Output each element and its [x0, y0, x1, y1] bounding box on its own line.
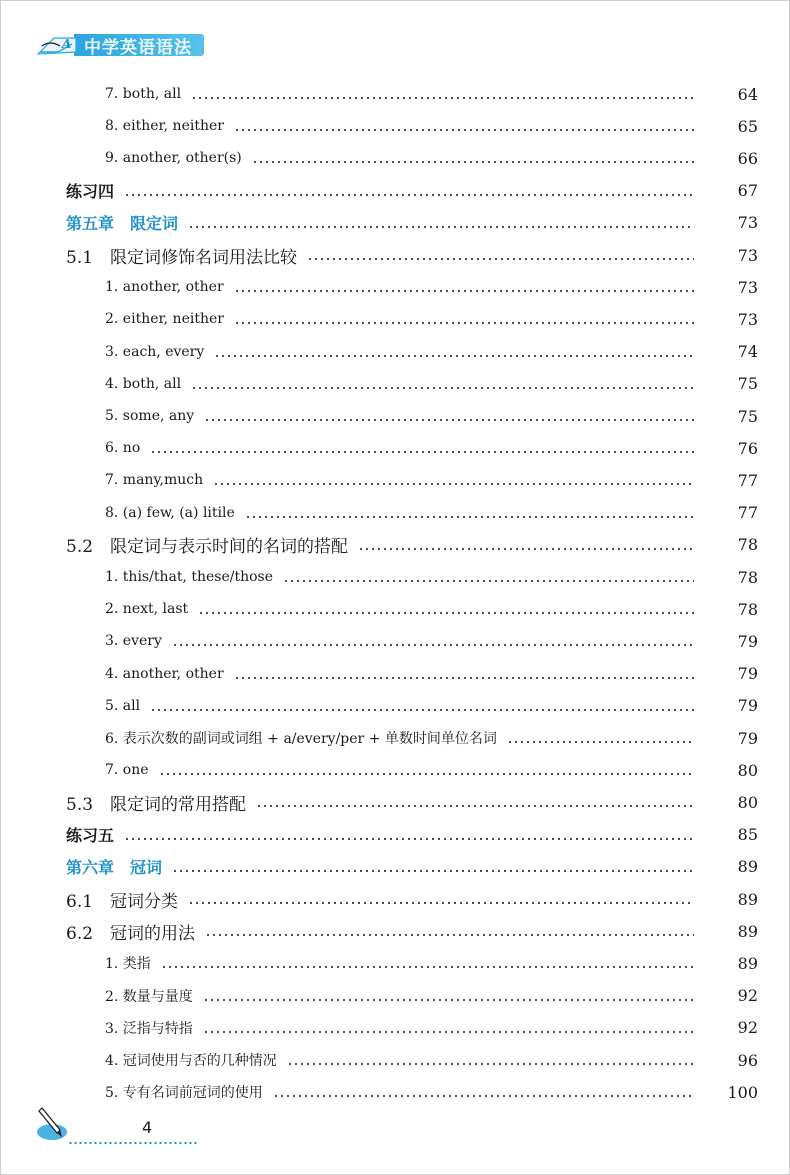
- toc-entry-label: 6. no: [105, 440, 141, 457]
- dot-leader: [358, 548, 694, 550]
- toc-entry-page: 77: [737, 503, 758, 523]
- toc-entry[interactable]: [0, 1012, 790, 1044]
- dot-leader: [150, 451, 694, 453]
- toc-entry[interactable]: [0, 658, 790, 690]
- dot-leader: [234, 677, 694, 679]
- toc-entry-page: 92: [737, 986, 758, 1006]
- toc-entry-label: 练习五: [66, 826, 115, 846]
- dot-leader: [507, 741, 694, 743]
- toc-entry-page: 73: [737, 245, 758, 265]
- toc-entry-label: 5.3 限定词的常用搭配: [66, 794, 247, 815]
- toc-entry[interactable]: [0, 207, 790, 239]
- toc-entry[interactable]: [0, 400, 790, 432]
- dot-leader: [203, 999, 694, 1001]
- pen-icon: [36, 1104, 66, 1140]
- toc-entry-page: 100: [727, 1082, 758, 1102]
- toc-entry[interactable]: [0, 722, 790, 754]
- toc-entry[interactable]: [0, 690, 790, 722]
- toc-entry-label: 第六章 冠词: [66, 858, 163, 878]
- toc-entry-page: 66: [737, 148, 758, 168]
- toc-entry-page: 89: [737, 921, 758, 941]
- toc-entry[interactable]: [0, 271, 790, 303]
- toc-entry[interactable]: [0, 142, 790, 174]
- toc-entry-label: 1. 类指: [105, 956, 151, 973]
- toc-entry-label: 6.1 冠词分类: [66, 891, 179, 912]
- toc-entry-label: 4. both, all: [105, 375, 182, 392]
- page-number: 4: [142, 1118, 153, 1137]
- toc-entry[interactable]: [0, 883, 790, 915]
- toc-entry[interactable]: [0, 1044, 790, 1076]
- toc-entry[interactable]: [0, 851, 790, 883]
- toc-entry-label: 7. many,much: [105, 472, 204, 489]
- toc-entry-label: 3. each, every: [105, 343, 205, 360]
- dot-leader: [188, 902, 694, 904]
- toc-entry-page: 89: [737, 857, 758, 877]
- toc-entry-page: 80: [737, 792, 758, 812]
- toc-entry-label: 第五章 限定词: [66, 214, 179, 234]
- toc-entry-label: 3. every: [105, 633, 162, 650]
- toc-entry-label: 5. all: [105, 697, 141, 714]
- dot-leader: [283, 580, 694, 582]
- toc-entry-label: 7. one: [105, 762, 149, 779]
- dot-leader: [191, 97, 694, 99]
- dot-leader: [198, 612, 694, 614]
- toc-entry[interactable]: [0, 561, 790, 593]
- toc-entry-page: 73: [737, 309, 758, 329]
- toc-entry[interactable]: [0, 336, 790, 368]
- dot-leader: [307, 258, 694, 260]
- dot-leader: [234, 129, 694, 131]
- toc-entry[interactable]: [0, 625, 790, 657]
- toc-entry[interactable]: [0, 497, 790, 529]
- toc-entry-label: 7. both, all: [105, 86, 182, 102]
- dot-leader: [273, 1095, 694, 1097]
- toc-entry-page: 89: [737, 889, 758, 909]
- toc-entry-label: 4. 冠词使用与否的几种情况: [105, 1053, 277, 1069]
- toc-entry-page: 96: [737, 1050, 758, 1070]
- toc-entry-label: 4. another, other: [105, 665, 224, 682]
- dot-leader: [214, 355, 694, 357]
- toc-entry[interactable]: [0, 529, 790, 561]
- toc-entry-page: 75: [737, 406, 758, 426]
- toc-entry-page: 76: [737, 438, 758, 458]
- dot-leader: [159, 773, 694, 775]
- dot-leader: [205, 934, 694, 936]
- dot-leader: [172, 870, 694, 872]
- toc-entry-label: 5.1 限定词修饰名词用法比较: [66, 247, 298, 268]
- toc-entry-label: 练习四: [66, 182, 115, 202]
- toc-entry[interactable]: [0, 593, 790, 625]
- toc-entry[interactable]: [0, 786, 790, 818]
- dot-leader: [234, 290, 694, 292]
- dot-leader: [191, 387, 694, 389]
- toc-entry-page: 78: [737, 599, 758, 619]
- toc-entry-page: 73: [737, 277, 758, 297]
- dot-leader: [234, 322, 694, 324]
- dot-leader: [256, 805, 694, 807]
- dot-leader: [124, 194, 694, 196]
- book-title: 中学英语语法: [84, 37, 192, 58]
- toc-entry[interactable]: [0, 432, 790, 464]
- book-logo-icon: [36, 32, 80, 58]
- toc-entry-page: 64: [737, 84, 758, 104]
- toc-entry-page: 80: [737, 760, 758, 780]
- dot-leader: [204, 419, 694, 421]
- dot-leader: [287, 1063, 694, 1065]
- dot-leader: [161, 966, 694, 968]
- toc-entry-page: 85: [737, 825, 758, 845]
- toc-entry-page: 74: [737, 342, 758, 362]
- footer-dotted-line: [68, 1142, 198, 1144]
- toc-entry-page: 78: [737, 567, 758, 587]
- dot-leader: [188, 226, 694, 228]
- toc-entry-label: 5. some, any: [105, 408, 195, 424]
- toc-entry-label: 8. (a) few, (a) litile: [105, 504, 235, 521]
- toc-entry-label: 6.2 冠词的用法: [66, 923, 196, 944]
- toc-entry[interactable]: [0, 175, 790, 207]
- toc-entry[interactable]: [0, 915, 790, 947]
- toc-entry-page: 92: [737, 1018, 758, 1038]
- dot-leader: [124, 838, 694, 840]
- toc-entry[interactable]: [0, 980, 790, 1012]
- toc-entry-label: 1. another, other: [105, 279, 224, 296]
- toc-entry-label: 8. either, neither: [105, 118, 224, 135]
- toc-entry[interactable]: [0, 947, 790, 979]
- toc-entry-label: 9. another, other(s): [105, 150, 242, 167]
- dot-leader: [245, 516, 694, 518]
- toc-entry[interactable]: [0, 819, 790, 851]
- toc-entry[interactable]: [0, 464, 790, 496]
- toc-entry[interactable]: [0, 110, 790, 142]
- toc-entry-page: 79: [737, 696, 758, 716]
- toc-entry-page: 67: [737, 181, 758, 201]
- toc-entry[interactable]: [0, 303, 790, 335]
- toc-entry-page: 78: [737, 535, 758, 555]
- toc-entry-label: 6. 表示次数的副词或词组 + a/every/per + 单数时间单位名词: [105, 731, 497, 747]
- toc-entry-page: 79: [737, 728, 758, 748]
- toc-entry[interactable]: [0, 368, 790, 400]
- toc-entry-page: 79: [737, 664, 758, 684]
- toc-entry[interactable]: [0, 239, 790, 271]
- toc-entry-page: 73: [737, 213, 758, 233]
- logo-letter: A: [62, 37, 72, 51]
- book-title-banner: [74, 34, 204, 56]
- toc-entry-label: 2. 数量与量度: [105, 988, 193, 1005]
- toc-entry-page: 75: [737, 374, 758, 394]
- toc-entry-label: 1. this/that, these/those: [105, 569, 273, 585]
- page-footer: [36, 1098, 176, 1148]
- toc-entry-label: 3. 泛指与特指: [105, 1020, 193, 1037]
- dot-leader: [150, 709, 694, 711]
- toc-entry[interactable]: [0, 78, 790, 110]
- toc-entry-page: 77: [737, 470, 758, 490]
- toc-entry-label: 5. 专有名词前冠词的使用: [105, 1085, 263, 1102]
- toc-entry-label: 2. next, last: [105, 601, 189, 618]
- page-header: [36, 32, 204, 58]
- dot-leader: [213, 483, 694, 485]
- dot-leader: [203, 1031, 694, 1033]
- toc-entry-page: 65: [737, 116, 758, 136]
- toc-entry-label: 5.2 限定词与表示时间的名词的搭配: [66, 537, 349, 558]
- toc-entry[interactable]: [0, 754, 790, 786]
- dot-leader: [252, 161, 694, 163]
- dot-leader: [172, 644, 694, 646]
- toc-entry-page: 79: [737, 631, 758, 651]
- toc-entry-page: 89: [737, 953, 758, 973]
- toc-entry-label: 2. either, neither: [105, 311, 224, 328]
